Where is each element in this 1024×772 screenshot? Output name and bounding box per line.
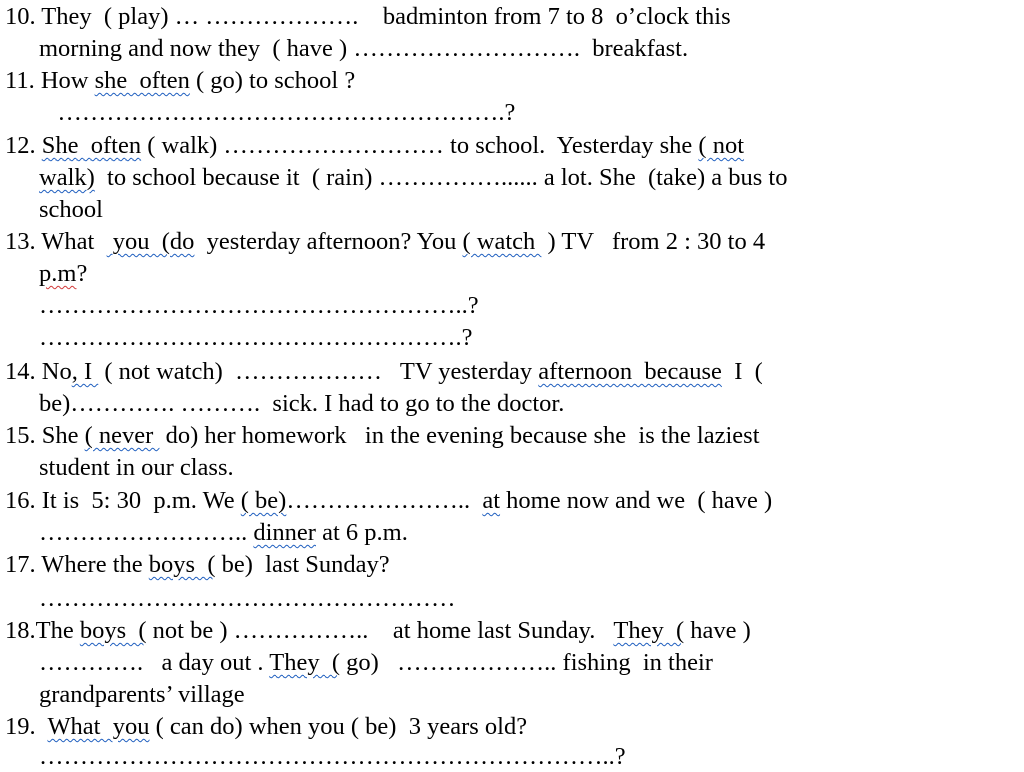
grammar-flag-text: They ( [269, 649, 340, 676]
exercise-15-line-1 [5, 421, 760, 451]
line-text: ( not watch) ……………… TV yesterday [98, 358, 539, 385]
line-text: go) ……………….. fishing in their [340, 649, 713, 676]
grammar-flag-text: dinner [253, 519, 316, 546]
exercise-12-line-1 [5, 131, 744, 161]
exercise-13-line-2 [39, 259, 87, 289]
line-text: ( go) to school ? [189, 67, 356, 94]
line-text: 15. She [5, 422, 85, 449]
grammar-flag-text: She often [41, 132, 142, 159]
exercise-12-line-3 [39, 195, 103, 225]
line-text: 10. They ( play) … ………………. badminton from 7 to 8 o’clock this [5, 3, 731, 30]
exercise-16-line-1 [5, 486, 772, 516]
line-text: grandparents’ village [39, 681, 245, 708]
line-text: 17. Where the [5, 551, 149, 578]
line-text: 18.The [5, 617, 80, 644]
exercise-18-line-2 [39, 648, 713, 678]
exercise-10-line-2 [39, 34, 688, 64]
grammar-flag-text: walk) [39, 164, 95, 191]
line-text: to school because it ( rain) ……………...... a lot. She (take) a bus to [94, 164, 788, 191]
spelling-flag-text: p.m [39, 260, 77, 287]
exercise-16-line-2 [39, 518, 408, 548]
exercise-17-answer-line [39, 584, 456, 614]
exercise-18-line-3 [39, 680, 245, 710]
line-text: 13. What [5, 228, 107, 255]
exercise-12-line-2 [39, 163, 787, 193]
line-text: do) her homework in the evening because she is the laziest [159, 422, 760, 449]
answer-blank: ……………………………………………………………..? [39, 743, 626, 770]
line-text: morning and now they ( have ) ………………………. breakfast. [39, 35, 689, 62]
answer-blank: ……………………………………………….? [39, 99, 516, 126]
line-text: be) last Sunday? [215, 551, 390, 578]
line-text: ………………….. [286, 487, 483, 514]
line-text: 16. It is 5: 30 p.m. We [5, 487, 241, 514]
exercise-19-line-1 [5, 712, 527, 742]
line-text: …………………….. [39, 519, 254, 546]
grammar-flag-text: ( never [84, 422, 160, 449]
exercise-17-line-1 [5, 550, 390, 580]
line-text: be)…………. ………. sick. I had to go to the doctor. [39, 390, 565, 417]
line-text: 11. How [5, 67, 95, 94]
grammar-flag-text: boys ( [148, 551, 216, 578]
answer-blank: …………………………………………… [39, 585, 456, 612]
grammar-flag-text: ( be) [240, 487, 287, 514]
grammar-flag-text: at [482, 487, 501, 514]
exercise-14-line-2 [39, 389, 564, 419]
grammar-flag-text: afternoon because [538, 358, 722, 385]
line-text: yesterday afternoon? You [194, 228, 463, 255]
exercise-11-answer-line [39, 98, 515, 128]
grammar-flag-text: ( not [698, 132, 745, 159]
grammar-flag-text: she often [94, 67, 190, 94]
exercise-15-line-2 [39, 453, 234, 483]
line-text: school [39, 196, 103, 223]
exercise-13-line-1 [5, 227, 765, 257]
grammar-flag-text: They ( [613, 617, 685, 644]
exercise-19-answer-line [39, 742, 626, 772]
exercise-11-line-1 [5, 66, 355, 96]
exercise-13-answer-line-1 [39, 291, 479, 321]
line-text: at 6 p.m. [315, 519, 408, 546]
grammar-flag-text: , I [71, 358, 99, 385]
grammar-flag-text: ( watch [462, 228, 542, 255]
exercise-13-answer-line-2 [39, 323, 473, 353]
grammar-flag-text: boys ( [79, 617, 147, 644]
line-text: ( can do) when you ( be) 3 years old? [149, 713, 528, 740]
grammar-flag-text: What you [47, 713, 150, 740]
grammar-flag-text: you (do [106, 228, 195, 255]
exercise-10-line-1 [5, 2, 731, 32]
line-text: home now and we ( have ) [500, 487, 773, 514]
exercise-14-line-1 [5, 357, 763, 387]
line-text: ? [76, 260, 88, 287]
line-text: ) TV from 2 : 30 to 4 [541, 228, 766, 255]
exercise-18-line-1 [5, 616, 751, 646]
line-text: student in our class. [39, 454, 234, 481]
line-text: 14. No [5, 358, 72, 385]
line-text: not be ) …………….. at home last Sunday. [146, 617, 614, 644]
answer-blank: …………………………………………….? [39, 324, 473, 351]
line-text: I ( [721, 358, 763, 385]
line-text: 19. [5, 713, 48, 740]
line-text: …………. a day out . [39, 649, 270, 676]
line-text: have ) [684, 617, 751, 644]
line-text: 12. [5, 132, 42, 159]
answer-blank: ……………………………………………..? [39, 292, 479, 319]
line-text: ( walk) ……………………… to school. Yesterday she [141, 132, 699, 159]
